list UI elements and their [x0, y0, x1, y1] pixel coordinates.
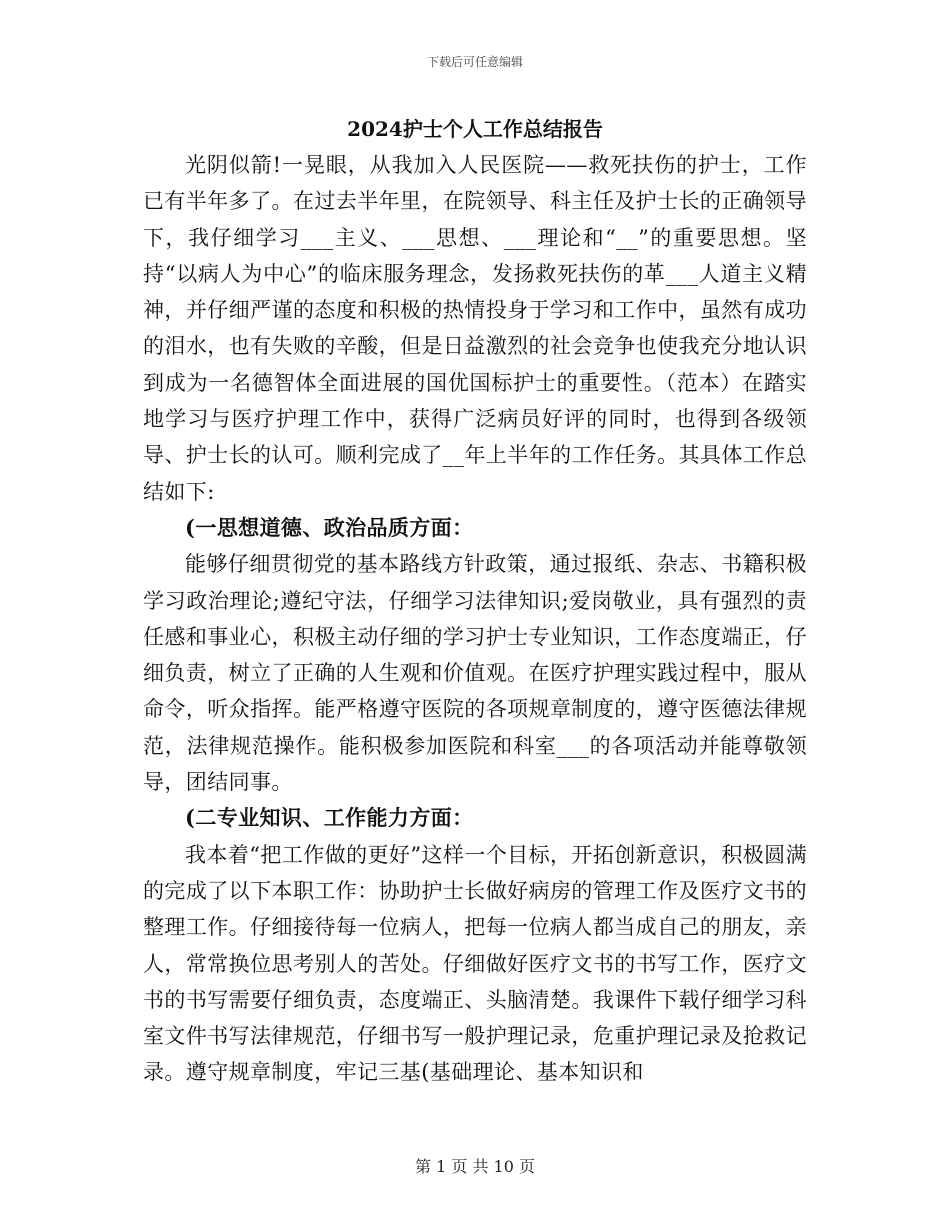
- ideology-paragraph: 能够仔细贯彻党的基本路线方针政策，通过报纸、杂志、书籍积极学习政治理论;遵纪守法，仔细学习法律知识;爱岗敬业，具有强烈的责任感和事业心，积极主动仔细的学习护士专业知识，工作态度端正，仔细负责，树立了正确的人生观和价值观。在医疗护理实践过程中，服从命令，听众指挥。能严格遵守医院的各项规章制度的，遵守医德法律规范，法律规范操作。能积极参加医院和科室___的各项活动并能尊敬领导，团结同事。: [143, 552, 807, 795]
- section-heading-ideology: (一思想道德、政治品质方面：: [185, 514, 474, 540]
- page-header-note: 下载后可任意编辑: [426, 55, 523, 69]
- page-number: 第 1 页 共 10 页: [415, 1157, 535, 1176]
- document-title: 2024护士个人工作总结报告: [347, 117, 603, 141]
- intro-paragraph: 光阴似箭!一晃眼，从我加入人民医院——救死扶伤的护士，工作已有半年多了。在过去半年里，在院领导、科主任及护士长的正确领导下，我仔细学习___主义、___思想、___理论和“__”的重要思想。坚持“以病人为中心”的临床服务理念，发扬救死扶伤的革___人道主义精神，并仔细严谨的态度和积极的热情投身于学习和工作中，虽然有成功的泪水，也有失败的辛酸，但是日益激烈的社会竞争也使我充分地认识到成为一名德智体全面进展的国优国标护士的重要性。（范本）在踏实地学习与医疗护理工作中，获得广泛病员好评的同时，也得到各级领导、护士长的认可。顺利完成了__年上半年的工作任务。其具体工作总结如下:: [143, 153, 807, 504]
- professional-paragraph: 我本着“把工作做的更好”这样一个目标，开拓创新意识，积极圆满的完成了以下本职工作：协助护士长做好病房的管理工作及医疗文书的整理工作。仔细接待每一位病人，把每一位病人都当成自己的朋友，亲人，常常换位思考别人的苦处。仔细做好医疗文书的书写工作，医疗文书的书写需要仔细负责，态度端正、头脑清楚。我课件下载仔细学习科室文件书写法律规范，仔细书写一般护理记录，危重护理记录及抢救记录。遵守规章制度，牢记三基(基础理论、基本知识和: [143, 842, 807, 1085]
- section-heading-professional: (二专业知识、工作能力方面：: [185, 805, 474, 831]
- document-body: [143, 147, 807, 1091]
